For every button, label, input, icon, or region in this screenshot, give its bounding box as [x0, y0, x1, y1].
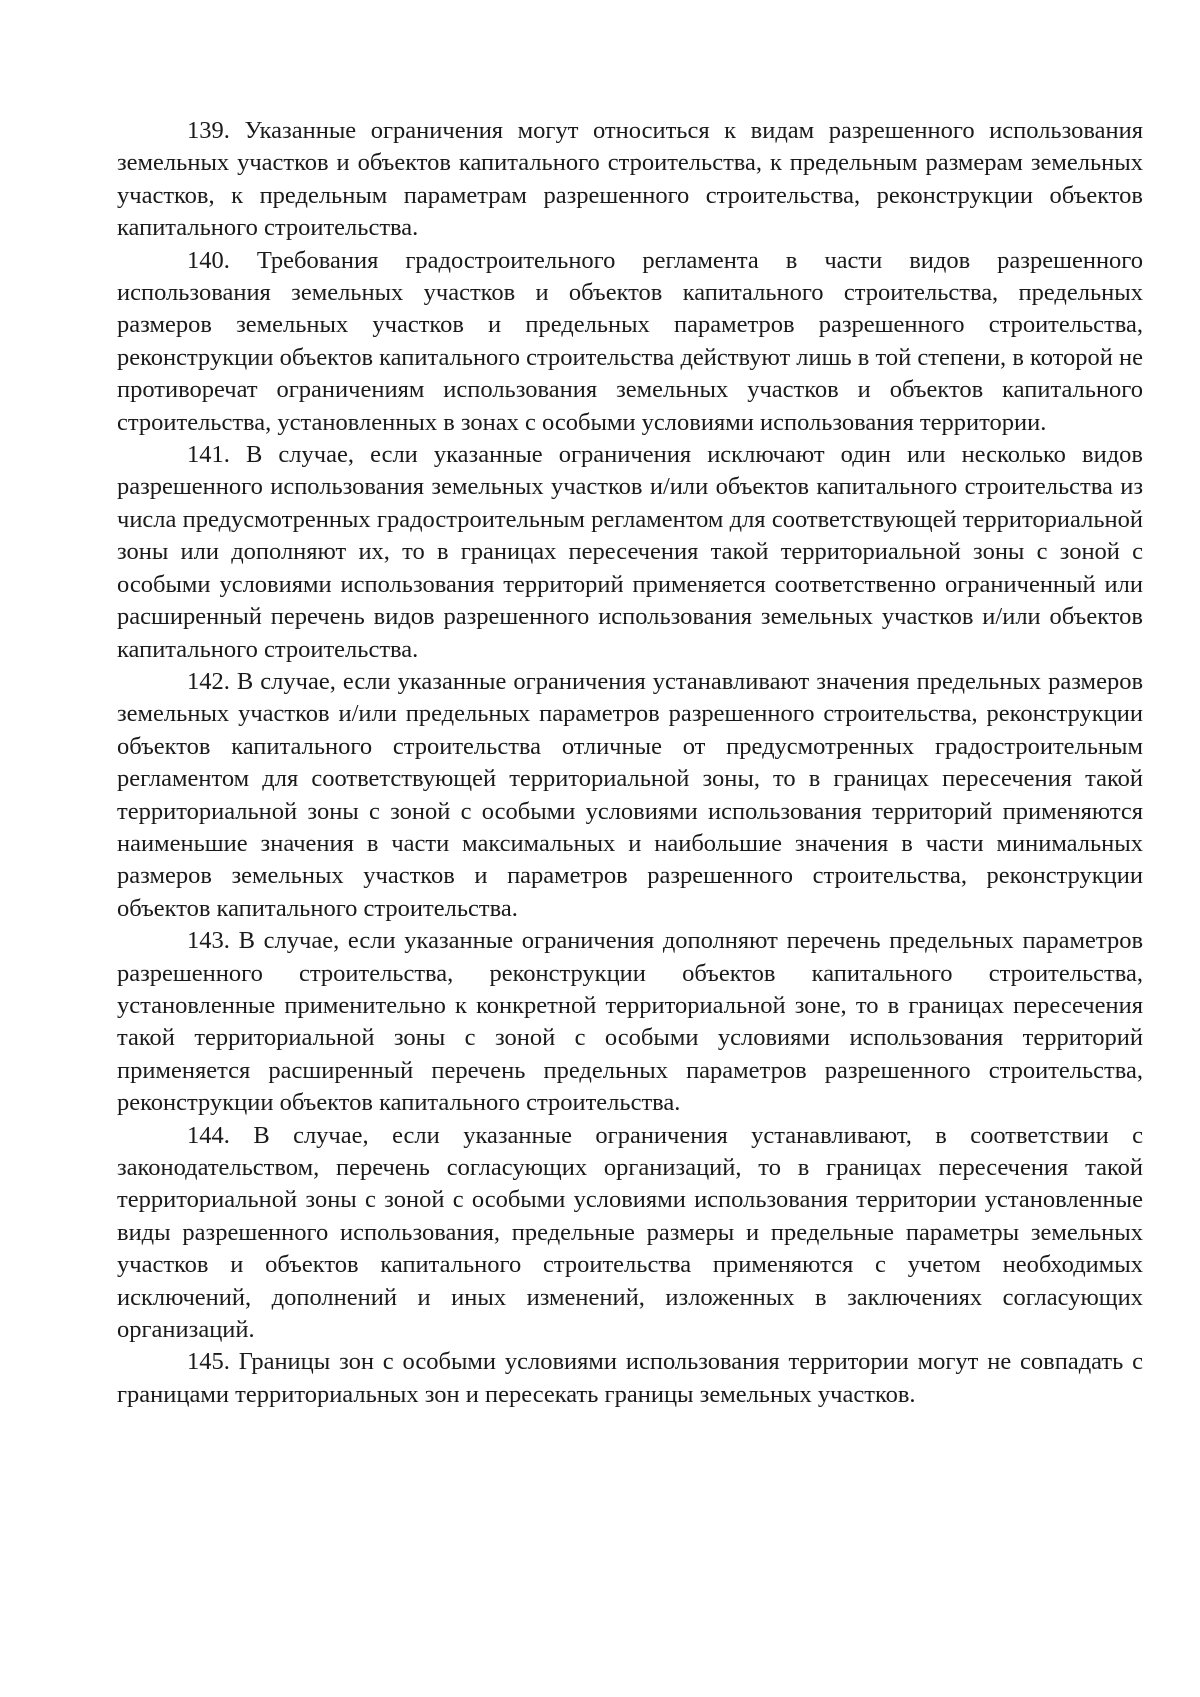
paragraph-number: 141.: [187, 441, 230, 469]
paragraph-143: [117, 925, 1143, 1119]
paragraph-142: [117, 666, 1143, 925]
paragraph-text: Указанные ограничения могут относиться к видам разрешенного использования земельных участков и объектов капитального строительства, к предельным размерам земельных участков, к предельным параметрам разрешенного строительства, реконструкции объектов капитального строительства.: [117, 117, 1143, 242]
paragraph-140: [117, 245, 1143, 439]
paragraph-number: 140.: [187, 246, 230, 274]
paragraph-text: В случае, если указанные ограничения исключают один или несколько видов разрешенного использования земельных участков и/или объектов капитального строительства из числа предусмотренных градостроительным регламентом для соответствующей территориальной зоны или дополняют их, то в границах пересечения такой территориальной зоны с зоной с особыми условиями использования территорий применяется соответственно ограниченный или расширенный перечень видов разрешенного использования земельных участков и/или объектов капитального строительства.: [117, 441, 1143, 663]
paragraph-text: В случае, если указанные ограничения устанавливают, в соответствии с законодательством, перечень согласующих организаций, то в границах пересечения такой территориальной зоны с зоной с особыми условиями использования территории установленные виды разрешенного использования, предельные размеры и предельные параметры земельных участков и объектов капитального строительства применяются с учетом необходимых исключений, дополнений и иных изменений, изложенных в заключениях согласующих организаций.: [117, 1121, 1143, 1344]
paragraph-text: В случае, если указанные ограничения дополняют перечень предельных параметров разрешенного строительства, реконструкции объектов капитального строительства, установленные применительно к конкретной территориальной зоне, то в границах пересечения такой территориальной зоны с зоной с особыми условиями использования территорий применяется расширенный перечень предельных параметров разрешенного строительства, реконструкции объектов капитального строительства.: [117, 927, 1144, 1117]
paragraph-text: Границы зон с особыми условиями использования территории могут не совпадать с границами территориальных зон и пересекать границы земельных участков.: [117, 1348, 1143, 1408]
paragraph-number: 139.: [187, 117, 230, 144]
paragraph-number: 144.: [187, 1121, 230, 1149]
document-body: [117, 115, 1143, 1411]
paragraph-145: [117, 1346, 1143, 1411]
paragraph-text: В случае, если указанные ограничения устанавливают значения предельных размеров земельных участков и/или предельных параметров разрешенного строительства, реконструкции объектов капитального строительства отличные от предусмотренных градостроительным регламентом для соответствующей территориальной зоны, то в границах пересечения такой территориальной зоны с зоной с особыми условиями использования территорий применяются наименьшие значения в части максимальных и наибольшие значения в части минимальных размеров земельных участков и параметров разрешенного строительства, реконструкции объектов капитального строительства.: [117, 667, 1144, 922]
paragraph-number: 145.: [187, 1348, 230, 1376]
paragraph-139: [117, 115, 1143, 245]
paragraph-number: 143.: [187, 927, 230, 955]
paragraph-number: 142.: [187, 667, 230, 695]
paragraph-141: [117, 439, 1143, 666]
paragraph-text: Требования градостроительного регламента в части видов разрешенного использования земельных участков и объектов капитального строительства, предельных размеров земельных участков и предельных параметров разрешенного строительства, реконструкции объектов капитального строительства действуют лишь в той степени, в которой не противоречат ограничениям использования земельных участков и объектов капитального строительства, установленных в зонах с особыми условиями использования территории.: [117, 246, 1143, 436]
paragraph-144: [117, 1120, 1143, 1347]
